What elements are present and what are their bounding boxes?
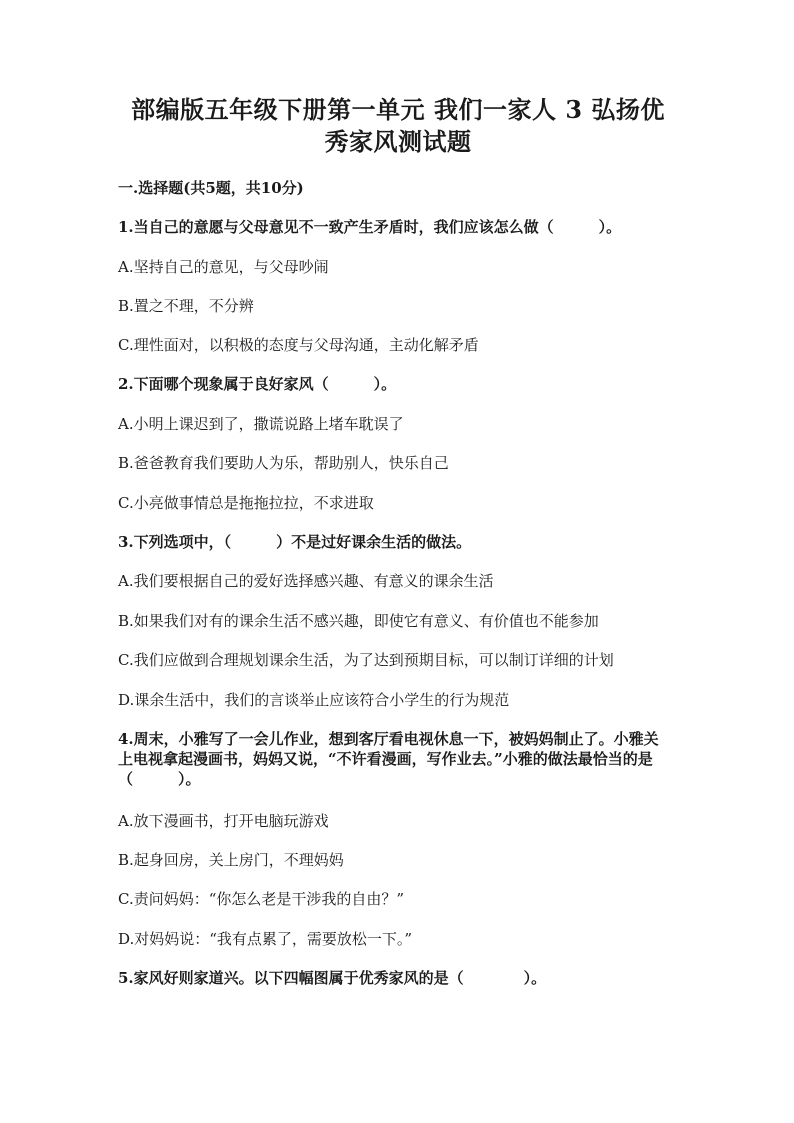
page-title (118, 94, 678, 158)
question-2-stem: 2.下面哪个现象属于良好家风（ ）。 (118, 375, 397, 393)
question-3-option-d: D.课余生活中，我们的言谈举止应该符合小学生的行为规范 (118, 691, 510, 709)
question-4-option-d: D.对妈妈说：“我有点累了，需要放松一下。” (118, 930, 413, 948)
question-1-option-a: A.坚持自己的意见，与父母吵闹 (118, 258, 329, 276)
question-1-option-b: B.置之不理，不分辨 (118, 297, 254, 315)
question-3-option-a: A.我们要根据自己的爱好选择感兴趣、有意义的课余生活 (118, 572, 494, 590)
question-4-option-c: C.责问妈妈：“你怎么老是干涉我的自由？” (118, 890, 405, 908)
question-4-stem: 4.周末，小雅写了一会儿作业，想到客厅看电视休息一下，被妈妈制止了。小雅关上电视拿起漫画书，妈妈又说，“不许看漫画，写作业去。”小雅的做法最恰当的是（ ）。 (118, 730, 659, 788)
title-line-1: 部编版五年级下册第一单元 我们一家人 3 弘扬优 (131, 95, 665, 124)
title-line-2: 秀家风测试题 (324, 127, 472, 156)
question-4-option-a: A.放下漫画书，打开电脑玩游戏 (118, 812, 329, 830)
question-3-option-b: B.如果我们对有的课余生活不感兴趣，即使它有意义、有价值也不能参加 (118, 612, 599, 630)
exam-page (118, 0, 678, 1123)
question-3-option-c: C.我们应做到合理规划课余生活，为了达到预期目标，可以制订详细的计划 (118, 651, 614, 669)
question-2-option-c: C.小亮做事情总是拖拖拉拉，不求进取 (118, 494, 374, 512)
section-heading: 一.选择题(共5题，共10分) (118, 179, 304, 197)
question-2-option-a: A.小明上课迟到了，撒谎说路上堵车耽误了 (118, 415, 404, 433)
question-1-stem: 1.当自己的意愿与父母意见不一致产生矛盾时，我们应该怎么做（ ）。 (118, 218, 622, 236)
question-2-option-b: B.爸爸教育我们要助人为乐，帮助别人，快乐自己 (118, 454, 449, 472)
question-3-stem: 3.下列选项中，（ ）不是过好课余生活的做法。 (118, 533, 472, 551)
question-1-option-c: C.理性面对，以积极的态度与父母沟通，主动化解矛盾 (118, 336, 479, 354)
question-5-stem: 5.家风好则家道兴。以下四幅图属于优秀家风的是（ ）。 (118, 969, 547, 987)
question-4-option-b: B.起身回房，关上房门，不理妈妈 (118, 851, 344, 869)
